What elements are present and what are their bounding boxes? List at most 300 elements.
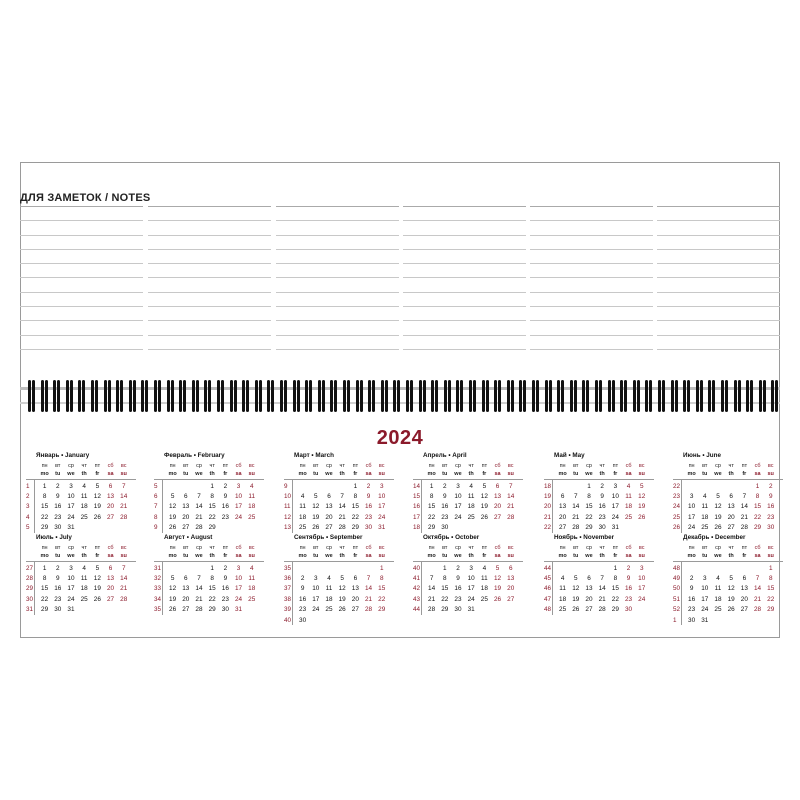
day-cell: 26: [93, 513, 101, 521]
week-number: 18: [544, 482, 552, 490]
month-block: [284, 534, 394, 625]
day-cell: 9: [366, 493, 371, 501]
weekday-label: mo: [168, 471, 177, 477]
weekday-label: ср: [715, 545, 721, 551]
note-line: [148, 206, 271, 207]
week-row: [413, 502, 523, 512]
week-row: [673, 523, 783, 533]
day-cell: 28: [195, 524, 203, 532]
weekday-header: [154, 463, 264, 471]
month-block: [673, 534, 783, 625]
day-cell: 26: [169, 606, 177, 614]
note-line: [20, 349, 143, 350]
day-cell: 20: [182, 513, 190, 521]
day-cell: 18: [248, 503, 256, 511]
day-cell: 2: [56, 564, 60, 572]
week-row: [413, 594, 523, 604]
month-days: [413, 561, 523, 615]
note-line: [403, 220, 526, 221]
week-number: 9: [284, 482, 288, 490]
weekday-header: [544, 553, 654, 561]
spiral-ring: [532, 380, 535, 412]
week-number: 19: [544, 493, 552, 501]
day-cell: 5: [340, 575, 344, 583]
day-cell: 3: [314, 575, 318, 583]
weekday-label: fr: [742, 553, 747, 559]
note-line: [148, 263, 271, 264]
weekday-label: mo: [687, 471, 696, 477]
week-row: [544, 584, 654, 594]
day-cell: 12: [638, 493, 646, 501]
spiral-ring: [322, 380, 325, 412]
day-cell: 25: [80, 595, 88, 603]
day-cell: 29: [428, 524, 436, 532]
day-cell: 22: [351, 513, 359, 521]
weekday-label: вс: [248, 463, 255, 469]
week-row: [284, 502, 394, 512]
spiral-ring: [763, 380, 766, 412]
notes-column: [657, 206, 780, 363]
day-cell: 15: [208, 585, 216, 593]
weekday-label: sa: [235, 553, 242, 559]
spiral-ring: [460, 380, 463, 412]
note-line: [403, 235, 526, 236]
weekday-label: сб: [235, 545, 242, 551]
day-cell: 23: [624, 595, 633, 603]
day-cell: 8: [42, 575, 47, 583]
note-line: [20, 249, 143, 250]
day-cell: 27: [740, 606, 748, 614]
weekday-label: sa: [235, 471, 242, 477]
day-cell: 12: [572, 585, 580, 593]
weekday-spacer: [284, 463, 296, 471]
weekday-label: вс: [638, 463, 645, 469]
day-cell: 26: [169, 524, 177, 532]
spiral-ring: [309, 380, 312, 412]
week-row: [26, 481, 136, 491]
day-cell: 25: [714, 606, 722, 614]
weekday-spacer: [544, 553, 556, 561]
day-cell: 11: [481, 575, 488, 583]
notes-column: [148, 206, 271, 363]
spiral-ring: [574, 380, 577, 412]
spiral-ring: [372, 380, 375, 412]
weekday-label: tu: [702, 471, 708, 477]
day-cell: 13: [507, 575, 515, 583]
day-cell: 13: [740, 585, 748, 593]
day-cell: 3: [236, 564, 241, 572]
weekday-label: ср: [68, 463, 74, 469]
week-row: [544, 605, 654, 615]
spiral-ring: [32, 380, 35, 412]
day-cell: 24: [701, 606, 709, 614]
day-cell: 31: [467, 606, 475, 614]
weekday-label: we: [454, 553, 462, 559]
note-line: [20, 220, 143, 221]
day-cell: 24: [378, 513, 386, 521]
weekday-label: вс: [507, 463, 514, 469]
day-cell: 24: [67, 513, 75, 521]
day-cell: 13: [106, 575, 115, 583]
day-cell: 26: [493, 595, 502, 603]
day-cell: 30: [221, 606, 229, 614]
day-cell: 13: [351, 585, 359, 593]
week-number: 22: [544, 524, 552, 532]
day-cell: 17: [688, 513, 696, 521]
weekday-label: вс: [120, 545, 127, 551]
day-cell: 2: [768, 482, 773, 490]
day-cell: 7: [197, 575, 201, 583]
weekday-spacer: [673, 463, 685, 471]
day-cell: 13: [727, 503, 735, 511]
week-row: [284, 491, 394, 501]
day-cell: 16: [767, 503, 775, 511]
day-cell: 24: [454, 513, 462, 521]
spiral-ring: [708, 380, 711, 412]
week-separator: [552, 480, 553, 533]
week-number: 47: [544, 595, 552, 603]
spiral-ring: [145, 380, 148, 412]
weekday-label: sa: [107, 553, 114, 559]
day-cell: 5: [574, 575, 578, 583]
month-title: Июнь • June: [683, 452, 721, 459]
weekday-label: sa: [365, 553, 372, 559]
notes-column: [530, 206, 653, 363]
weekday-label: we: [585, 553, 593, 559]
day-cell: 19: [169, 513, 177, 521]
day-cell: 11: [467, 493, 475, 501]
day-cell: 16: [54, 503, 62, 511]
weekday-label: we: [714, 471, 722, 477]
day-cell: 27: [727, 524, 735, 532]
note-line: [657, 292, 780, 293]
weekday-label: ср: [715, 463, 721, 469]
week-row: [544, 563, 654, 573]
day-cell: 18: [325, 595, 333, 603]
week-separator: [421, 480, 422, 533]
day-cell: 27: [106, 595, 115, 603]
spiral-ring: [120, 380, 123, 412]
note-line: [20, 292, 143, 293]
day-cell: 21: [338, 513, 346, 521]
weekday-label: пт: [352, 545, 359, 551]
note-line: [530, 206, 653, 207]
day-cell: 5: [482, 482, 487, 490]
weekday-spacer: [413, 545, 425, 553]
day-cell: 18: [480, 585, 488, 593]
day-cell: 22: [41, 513, 49, 521]
spiral-ring: [750, 380, 753, 412]
week-number: 42: [413, 585, 421, 593]
weekday-label: th: [81, 471, 87, 477]
week-number: 29: [26, 585, 34, 593]
weekday-label: пт: [94, 463, 101, 469]
day-cell: 10: [234, 575, 243, 583]
day-cell: 2: [300, 575, 305, 583]
weekday-label: we: [67, 553, 75, 559]
day-cell: 1: [443, 564, 447, 572]
spiral-ring: [57, 380, 60, 412]
spiral-ring: [700, 380, 703, 412]
week-row: [413, 573, 523, 583]
weekday-label: fr: [613, 471, 618, 477]
spiral-ring: [28, 380, 31, 412]
week-row: [544, 491, 654, 501]
week-row: [544, 502, 654, 512]
day-cell: 11: [80, 575, 88, 583]
spiral-ring: [267, 380, 270, 412]
day-cell: 11: [80, 493, 88, 501]
calendar-year: 2024: [376, 427, 424, 449]
week-separator: [421, 562, 422, 615]
weekday-label: mo: [168, 553, 177, 559]
note-line: [530, 320, 653, 321]
day-cell: 28: [364, 606, 373, 614]
weekday-label: пн: [559, 545, 566, 551]
day-cell: 10: [701, 585, 709, 593]
day-cell: 23: [598, 513, 606, 521]
day-cell: 29: [611, 606, 619, 614]
day-cell: 29: [767, 606, 775, 614]
day-cell: 2: [223, 482, 228, 490]
day-cell: 25: [624, 513, 633, 521]
spiral-ring: [608, 380, 611, 412]
week-row: [154, 605, 264, 615]
day-cell: 21: [428, 595, 436, 603]
weekday-label: пн: [299, 545, 306, 551]
day-cell: 7: [121, 564, 126, 572]
weekday-spacer: [284, 545, 296, 553]
week-row: [673, 563, 783, 573]
day-cell: 10: [611, 493, 619, 501]
day-cell: 30: [54, 524, 62, 532]
spiral-ring: [545, 380, 548, 412]
day-cell: 25: [559, 606, 567, 614]
day-cell: 11: [625, 493, 632, 501]
day-cell: 17: [67, 503, 75, 511]
spiral-ring: [435, 380, 438, 412]
day-cell: 21: [120, 585, 128, 593]
weekday-label: fr: [482, 553, 487, 559]
week-row: [413, 481, 523, 491]
day-cell: 7: [508, 482, 513, 490]
day-cell: 6: [729, 493, 733, 501]
day-cell: 2: [366, 482, 371, 490]
spiral-ring: [129, 380, 132, 412]
day-cell: 17: [234, 585, 243, 593]
weekday-label: сб: [494, 545, 501, 551]
spiral-ring: [671, 380, 674, 412]
week-row: [284, 594, 394, 604]
weekday-header: [154, 471, 264, 479]
note-line: [276, 292, 399, 293]
day-cell: 14: [338, 503, 346, 511]
week-row: [154, 512, 264, 522]
spiral-ring: [561, 380, 564, 412]
spiral-ring: [183, 380, 186, 412]
week-number: 28: [26, 575, 34, 583]
day-cell: 30: [598, 524, 606, 532]
weekday-label: пт: [94, 545, 101, 551]
week-row: [284, 584, 394, 594]
weekday-label: чт: [468, 463, 474, 469]
week-row: [413, 491, 523, 501]
weekday-label: tu: [573, 553, 579, 559]
weekday-label: sa: [494, 553, 501, 559]
day-cell: 21: [195, 513, 203, 521]
day-cell: 2: [600, 482, 604, 490]
spiral-ring: [595, 380, 598, 412]
weekday-label: сб: [754, 463, 761, 469]
note-line: [276, 277, 399, 278]
day-cell: 18: [80, 503, 88, 511]
day-cell: 29: [351, 524, 359, 532]
day-cell: 22: [441, 595, 449, 603]
day-cell: 25: [299, 524, 307, 532]
day-cell: 16: [688, 595, 696, 603]
month-block: [154, 534, 264, 615]
day-cell: 31: [234, 606, 243, 614]
weekday-spacer: [26, 553, 38, 561]
weekday-label: вт: [442, 463, 448, 469]
day-cell: 1: [613, 564, 618, 572]
weekday-spacer: [154, 471, 166, 479]
day-cell: 23: [299, 606, 307, 614]
day-cell: 16: [364, 503, 373, 511]
note-line: [403, 249, 526, 250]
note-line: [20, 306, 143, 307]
day-cell: 1: [353, 482, 358, 490]
weekday-header: [673, 471, 783, 479]
day-cell: 9: [223, 575, 228, 583]
day-cell: 14: [195, 503, 203, 511]
week-row: [26, 605, 136, 615]
day-cell: 17: [454, 503, 462, 511]
day-cell: 25: [248, 595, 256, 603]
notes-column: [20, 206, 143, 363]
weekday-label: su: [638, 471, 645, 477]
weekday-label: чт: [728, 545, 734, 551]
month-days: [154, 479, 264, 533]
spiral-ring: [448, 380, 451, 412]
week-separator: [162, 562, 163, 615]
day-cell: 5: [95, 564, 100, 572]
week-number: 33: [154, 585, 162, 593]
spiral-ring: [410, 380, 413, 412]
weekday-label: пт: [741, 545, 748, 551]
month-title: Март • March: [294, 452, 334, 459]
day-cell: 28: [598, 606, 606, 614]
weekday-label: ср: [326, 463, 332, 469]
day-cell: 22: [767, 595, 775, 603]
weekday-label: mo: [558, 553, 567, 559]
spiral-ring: [70, 380, 73, 412]
note-line: [403, 292, 526, 293]
weekday-label: su: [378, 471, 385, 477]
weekday-label: tu: [313, 471, 319, 477]
note-line: [530, 335, 653, 336]
day-cell: 9: [626, 575, 631, 583]
spiral-ring: [368, 380, 371, 412]
note-line: [530, 292, 653, 293]
day-cell: 15: [378, 585, 386, 593]
day-cell: 18: [248, 585, 256, 593]
weekday-label: tu: [55, 471, 61, 477]
note-line: [276, 263, 399, 264]
week-number: 44: [544, 564, 552, 572]
weekday-label: пн: [41, 545, 48, 551]
weekday-header: [26, 463, 136, 471]
week-row: [673, 481, 783, 491]
weekday-label: пт: [612, 545, 619, 551]
spiral-ring: [255, 380, 258, 412]
weekday-label: we: [195, 553, 203, 559]
day-cell: 4: [327, 575, 331, 583]
week-number: 25: [673, 513, 681, 521]
note-line: [148, 249, 271, 250]
day-cell: 7: [742, 493, 747, 501]
day-cell: 16: [54, 585, 62, 593]
day-cell: 7: [121, 482, 126, 490]
day-cell: 7: [197, 493, 201, 501]
weekday-spacer: [26, 545, 38, 553]
day-cell: 23: [767, 513, 775, 521]
weekday-label: ср: [326, 545, 332, 551]
day-cell: 17: [611, 503, 619, 511]
day-cell: 27: [493, 513, 502, 521]
weekday-label: чт: [468, 545, 474, 551]
month-title: Ноябрь • November: [554, 534, 615, 541]
day-cell: 20: [727, 513, 735, 521]
spiral-ring: [305, 380, 308, 412]
weekday-label: th: [81, 553, 87, 559]
spiral-ring: [297, 380, 300, 412]
week-separator: [681, 480, 682, 533]
day-cell: 24: [234, 595, 243, 603]
day-cell: 30: [364, 524, 373, 532]
weekday-label: th: [468, 553, 474, 559]
week-number: 18: [413, 524, 421, 532]
spiral-ring: [385, 380, 388, 412]
week-row: [154, 502, 264, 512]
note-line: [657, 335, 780, 336]
spiral-ring: [662, 380, 665, 412]
day-cell: 25: [248, 513, 256, 521]
spiral-ring: [721, 380, 724, 412]
week-row: [284, 605, 394, 615]
day-cell: 18: [299, 513, 307, 521]
spiral-ring: [746, 380, 749, 412]
day-cell: 30: [767, 524, 775, 532]
weekday-label: th: [599, 471, 605, 477]
spiral-ring: [683, 380, 686, 412]
weekday-spacer: [544, 471, 556, 479]
weekday-label: вт: [55, 545, 61, 551]
week-number: 14: [413, 482, 421, 490]
spiral-ring: [775, 380, 778, 412]
day-cell: 28: [753, 606, 762, 614]
weekday-label: fr: [95, 471, 100, 477]
day-cell: 15: [351, 503, 359, 511]
day-cell: 5: [495, 564, 500, 572]
day-cell: 20: [182, 595, 190, 603]
spiral-ring: [633, 380, 636, 412]
day-cell: 10: [467, 575, 475, 583]
spiral-ring: [620, 380, 623, 412]
weekday-label: fr: [95, 553, 100, 559]
week-number: 40: [413, 564, 421, 572]
week-number: 5: [154, 482, 158, 490]
